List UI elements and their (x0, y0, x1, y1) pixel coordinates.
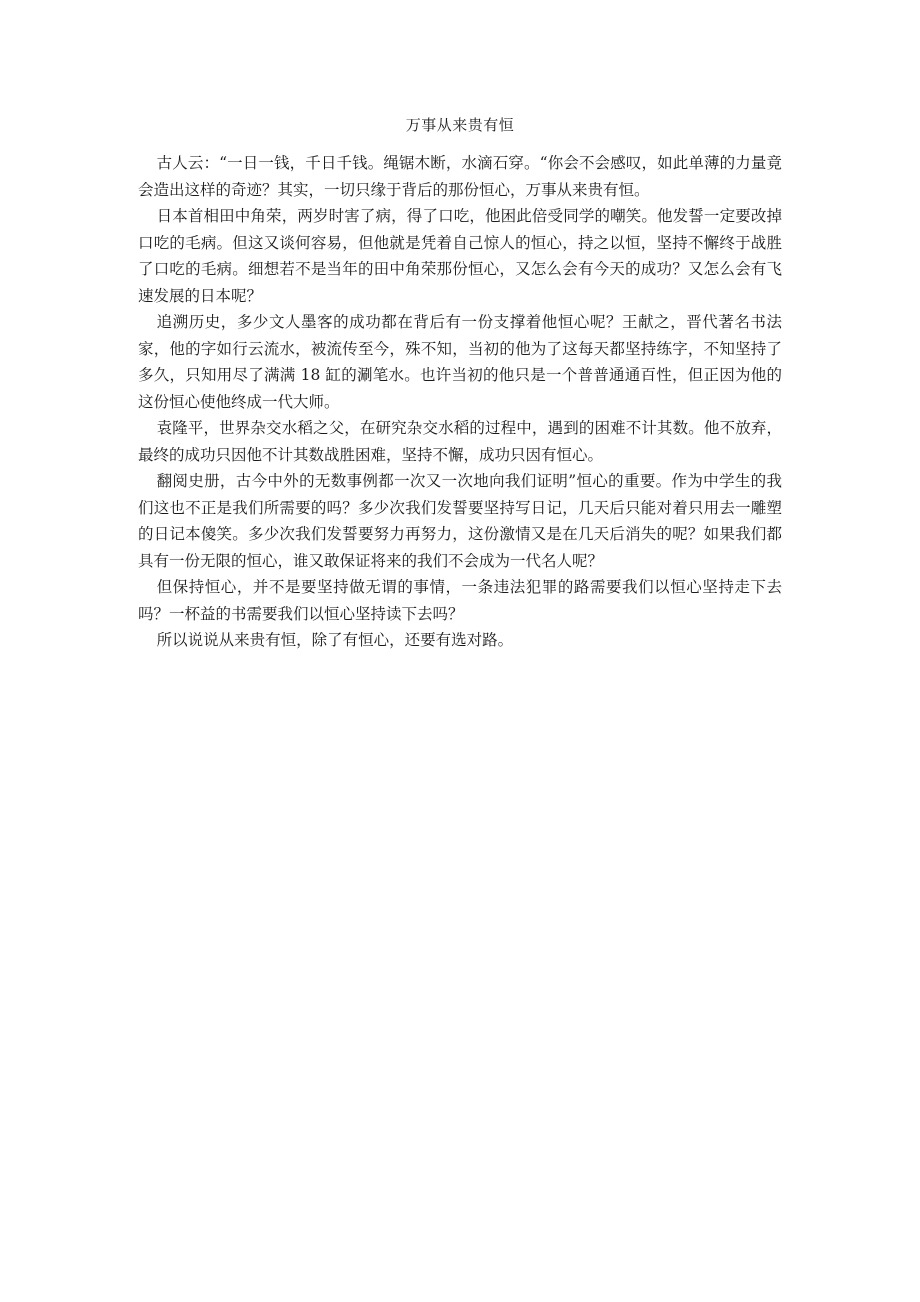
document-title: 万事从来贵有恒 (405, 116, 515, 134)
paragraph-2: 日本首相田中角荣，两岁时害了病，得了口吃，他困此倍受同学的嘲笑。他发誓一定要改掉口吃的毛病。但这又谈何容易，但他就是凭着自己惊人的恒心，持之以恒，坚持不懈终于战胜了口吃的毛病。细想若不是当年的田中角荣那份恒心，又怎么会有今天的成功？又怎么会有飞速发展的日本呢？ (138, 207, 782, 305)
paragraph-3: 追溯历史，多少文人墨客的成功都在背后有一份支撑着他恒心呢？王献之，晋代著名书法家，他的字如行云流水，被流传至今，殊不知，当初的他为了这每天都坚持练字，不知坚持了多久，只知用尽了满满 18 缸的涮笔水。也许当初的他只是一个普普通通百性，但正因为他的这份恒心使他终成一代大师。 (138, 313, 782, 411)
paragraph-5: 翻阅史册，古今中外的无数事例都一次又一次地向我们证明”恒心的重要。作为中学生的我们这也不正是我们所需要的吗？多少次我们发誓要坚持写日记，几天后只能对着只用去一雕塑的日记本傻笑。多少次我们发誓要努力再努力，这份激情又是在几天后消失的呢？如果我们都具有一份无限的恒心，谁又敢保证将来的我们不会成为一代名人呢？ (138, 472, 782, 570)
document-body (138, 150, 782, 654)
paragraph-1: 古人云：“一日一钱，千日千钱。绳锯木断，水滴石穿。“你会不会感叹，如此单薄的力量竟会造出这样的奇迹？其实，一切只缘于背后的那份恒心，万事从来贵有恒。 (138, 154, 782, 199)
paragraph-6: 但保持恒心，并不是要坚持做无谓的事情，一条违法犯罪的路需要我们以恒心坚持走下去吗？一杯益的书需要我们以恒心坚持读下去吗？ (138, 578, 782, 623)
paragraph-7: 所以说说从来贵有恒，除了有恒心，还要有选对路。 (156, 631, 514, 649)
paragraph-4: 袁隆平，世界杂交水稻之父，在研究杂交水稻的过程中，遇到的困难不计其数。他不放弃，最终的成功只因他不计其数战胜困难，坚持不懈，成功只因有恒心。 (138, 419, 782, 464)
